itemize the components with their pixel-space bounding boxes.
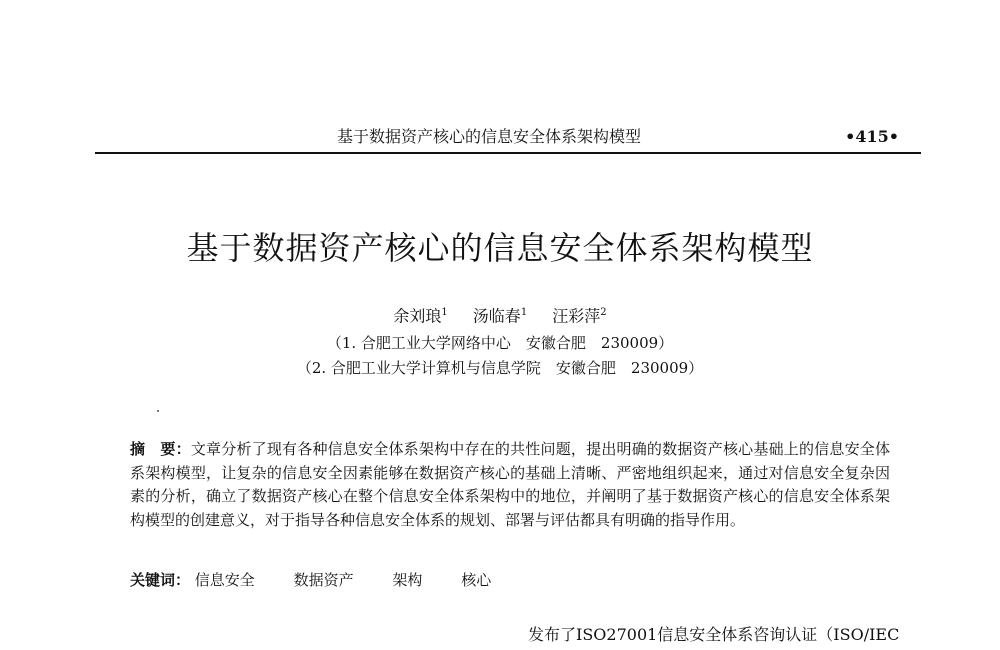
abstract-label: 摘 要： — [130, 440, 191, 458]
author-name: 汪彩萍 — [552, 306, 601, 326]
keyword: 信息安全 — [194, 571, 255, 589]
affiliation-1: （1. 合肥工业大学网络中心 安徽合肥 230009） — [326, 334, 674, 352]
keyword: 数据资产 — [293, 571, 354, 589]
scan-speck — [157, 410, 159, 412]
author-affil-mark: 2 — [600, 307, 607, 318]
keyword: 架构 — [392, 571, 423, 589]
author — [393, 302, 447, 327]
keywords-label: 关键词： — [130, 571, 191, 589]
author-name: 汤临春 — [472, 306, 521, 326]
author — [552, 302, 606, 327]
abstract-text: 文章分析了现有各种信息安全体系架构中存在的共性问题，提出明确的数据资产核心基础上的信息安全体系架构模型，让复杂的信息安全因素能够在数据资产核心的基础上清晰、严密地组织起来，通过对信息安全复杂因素的分析，确立了数据资产核心在整个信息安全体系架构中的地位，并阐明了基于数据资产核心的信息安全体系架构模型的创建意义，对于指导各种信息安全体系的规划、部署与评估都具有明确的指导作用。 — [130, 440, 890, 529]
running-head-title: 基于数据资产核心的信息安全体系架构模型 — [337, 127, 642, 146]
author-list — [0, 302, 1000, 327]
body-text-line: 发布了ISO27001信息安全体系咨询认证（ISO/IEC — [528, 625, 900, 644]
author-name: 余刘琅 — [393, 306, 442, 326]
abstract — [130, 438, 890, 532]
author — [473, 302, 527, 327]
paper-title: 基于数据资产核心的信息安全体系架构模型 — [186, 229, 814, 267]
running-head — [95, 126, 921, 154]
author-affil-mark: 1 — [520, 307, 528, 318]
author-affil-mark: 1 — [441, 307, 448, 318]
keyword: 核心 — [461, 571, 492, 589]
keywords — [130, 569, 890, 591]
page-number: •415• — [845, 127, 899, 146]
affiliation-2: （2. 合肥工业大学计算机与信息学院 安徽合肥 230009） — [296, 359, 704, 377]
